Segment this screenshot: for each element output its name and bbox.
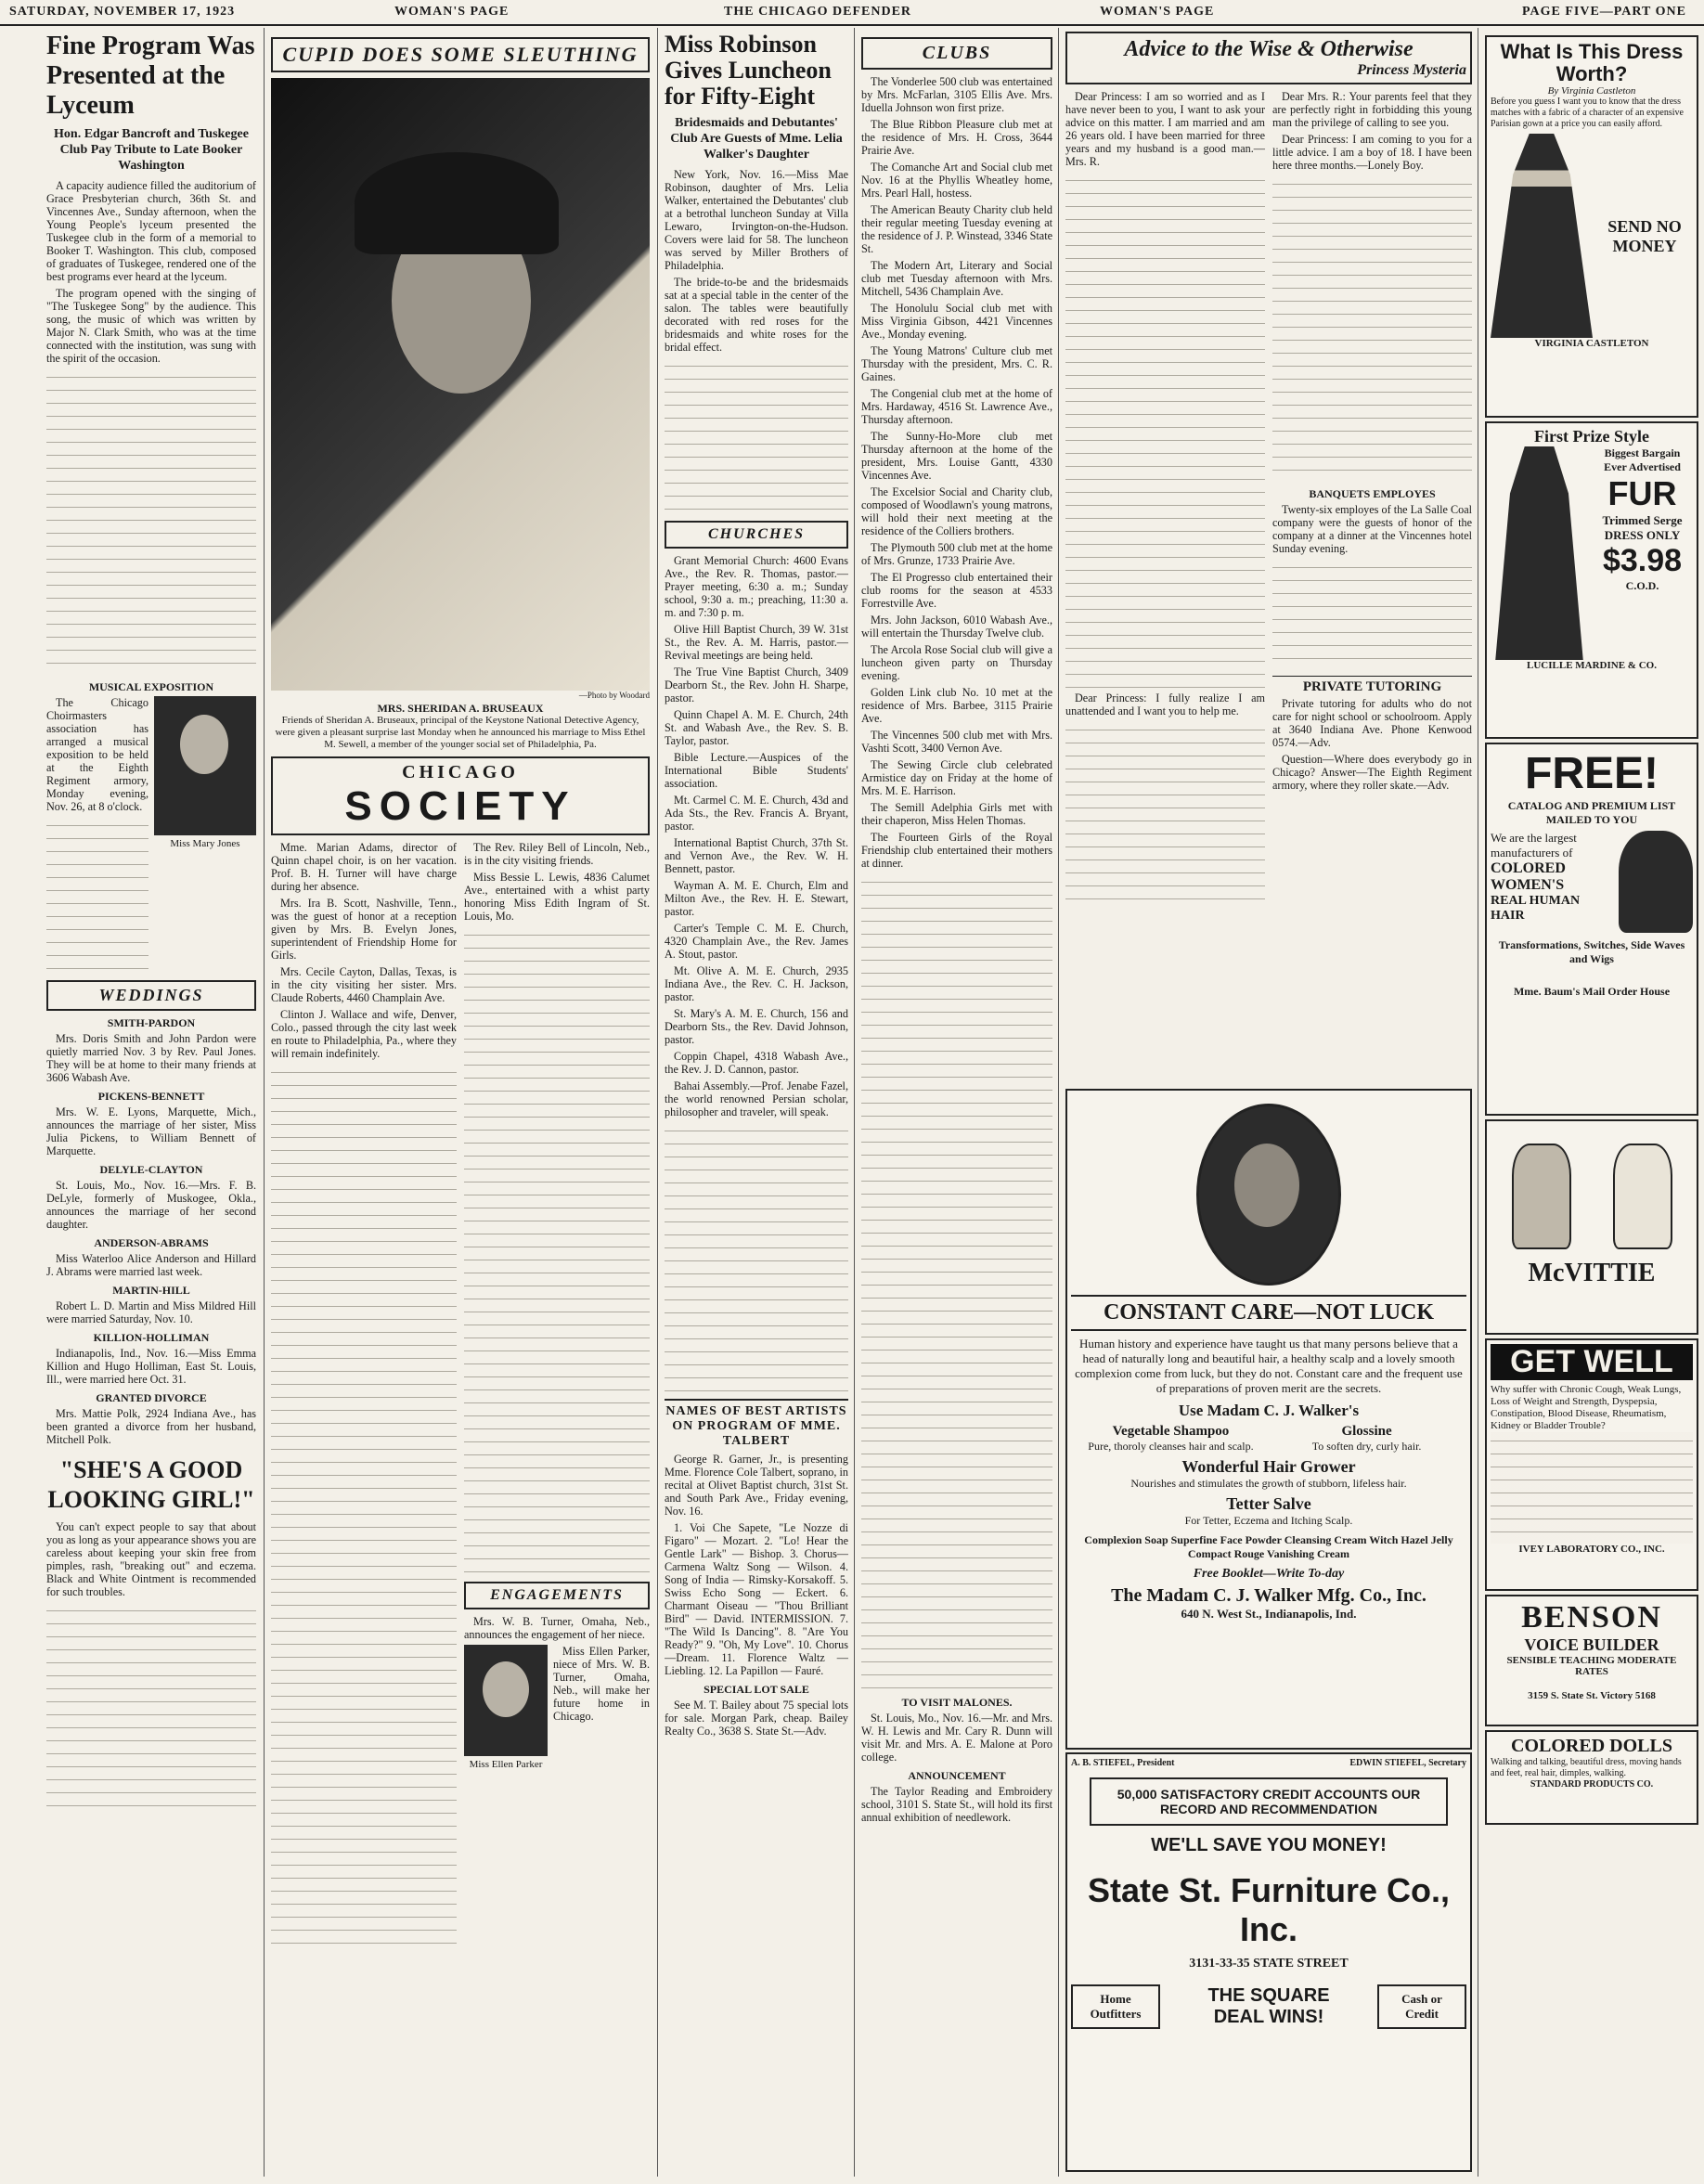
ointment-ad-text: You can't expect people to say that about you as long as your appearance shows you are careless about keeping your skin free from pimples, rash, "breaking out" and eczema. Black and White Ointment is recommended for such troubles. (46, 1520, 256, 1598)
walker-glossine-desc: To soften dry, curly hair. (1311, 1440, 1422, 1453)
tutoring-text: Private tutoring for adults who do not care for night school or schoolroom. Apply at 3640 Indiana Ave. Phone Kenwood 0574.—Adv. (1272, 697, 1472, 749)
human-hair-ad (1485, 743, 1698, 1116)
church-item: International Baptist Church, 37th St. and Vernon Ave., the Rev. W. H. Bennett, pastor. (665, 836, 848, 875)
free-colored: COLORED WOMEN'S (1491, 860, 1566, 893)
lyceum-paragraph: The program opened with the singing of "The Tuskegee Song" by the audience. This song, the music of which was written by Major N. Clark Smith, who was at the time connected with the institution, was sung with the spirit of the occasion. (46, 287, 256, 365)
get-well-ad (1485, 1338, 1698, 1591)
article-text-block (665, 1122, 848, 1391)
advice-letter: Dear Mrs. R.: Your parents feel that they are perfectly right in forbidding this young man the privilege of calling to see you. (1272, 90, 1472, 129)
robinson-paragraph: New York, Nov. 16.—Miss Mae Robinson, daughter of Mrs. Lelia Walker, entertained the Debutantes' club at a betrothal luncheon Sunday at Villa Lewaro, Irvington-on-the-Hudson. Covers were laid for 58. The luncheon was served by Miller Brothers of Philadelphia. (665, 168, 848, 272)
hair-model-illustration (1619, 831, 1693, 933)
engagement-text: Mrs. W. B. Turner, Omaha, Neb., announces the engagement of her niece. (464, 1615, 650, 1641)
mary-jones-caption: Miss Mary Jones (170, 838, 240, 849)
club-item: The Young Matrons' Culture club met Thursday with the president, Mrs. C. R. Gaines. (861, 344, 1052, 383)
first-prize-style: First Prize Style (1534, 427, 1649, 446)
state-secretary: EDWIN STIEFEL, Secretary (1349, 1758, 1466, 1768)
state-save: WE'LL SAVE YOU MONEY! (1151, 1835, 1387, 1855)
club-item: Golden Link club No. 10 met at the residence of Mrs. Barbee, 3115 Prairie Ave. (861, 686, 1052, 725)
state-company: State St. Furniture Co., Inc. (1087, 1871, 1451, 1948)
banquet-head: BANQUETS EMPLOYES (1309, 487, 1436, 500)
state-footer (1071, 1984, 1466, 2029)
society-item: Mrs. Ira B. Scott, Nashville, Tenn., was the guest of honor at a reception given by Mrs. B. Evelyn Jones, superintendent of Friendship Home for Girls. (271, 897, 457, 962)
society-item: Clinton J. Wallace and wife, Denver, Colo., passed through the city last week en route to Philadelphia, Pa., where they will remain indefinitely. (271, 1008, 457, 1060)
robinson-headline: Miss Robinson Gives Luncheon for Fifty-Eight (665, 32, 832, 110)
bruseaux-portrait (271, 78, 650, 691)
advice-letter: Dear Princess: I fully realize I am unattended and I want you to help me. (1065, 691, 1265, 717)
colored-dolls-ad (1485, 1730, 1698, 1825)
column-ads (1485, 32, 1698, 2176)
benson-ad (1485, 1595, 1698, 1726)
church-item: Carter's Temple C. M. E. Church, 4320 Champlain Ave., the Rev. James A. Stout, pastor. (665, 922, 848, 961)
wedding-text: Mrs. Mattie Polk, 2924 Indiana Ave., has been granted a divorce from her husband, Mitchell Polk. (46, 1407, 256, 1446)
church-item: Mt. Olive A. M. E. Church, 2935 Indiana Ave., the Rev. C. H. Jackson, pastor. (665, 964, 848, 1003)
article-text-block (271, 1064, 457, 1955)
club-item: The El Progresso club entertained their club rooms for the season at 4533 Forrestville Ave. (861, 571, 1052, 610)
robinson-paragraph: The bride-to-be and the bridesmaids sat at a special table in the center of the salon. The tables were beautifully decorated with red roses for the bridesmaids and white roses for the bridal effect. (665, 276, 848, 354)
masthead-paper-name: THE CHICAGO DEFENDER (724, 5, 912, 19)
wedding-text: Mrs. Doris Smith and John Pardon were quietly married Nov. 3 by Rev. Paul Jones. They will be at home to their many friends at 3606 Wabash Ave. (46, 1032, 256, 1084)
church-item: Grant Memorial Church: 4600 Evans Ave., the Rev. R. Thomas, pastor.—Prayer meeting, 6:30 a. m.; Sunday school, 9:30 a. m.; preaching, 11:30 a. m. and 7:30 p. m. (665, 554, 848, 619)
fur-word: FUR (1607, 474, 1677, 512)
fur-bargain: Biggest Bargain Ever Advertised (1604, 446, 1681, 473)
walker-company: The Madam C. J. Walker Mfg. Co., Inc. (1111, 1585, 1426, 1606)
church-item: St. Mary's A. M. E. Church, 156 and Dearborn Sts., the Rev. David Johnson, pastor. (665, 1007, 848, 1046)
free-text: We are the largest manufacturers of (1491, 831, 1577, 859)
talbert-text: George R. Garner, Jr., is presenting Mme. Florence Cole Talbert, soprano, in recital at Olivet Baptist church, 31st St. and South Park Ave., Friday evening, Nov. 16. (665, 1453, 848, 1518)
fur-dress-illustration (1491, 446, 1588, 660)
wedding-text: Miss Waterloo Alice Anderson and Hillard J. Abrams were married last week. (46, 1252, 256, 1278)
fur-serge-dress-ad (1485, 421, 1698, 739)
masthead-section-right: WOMAN'S PAGE (1100, 5, 1215, 19)
photo-credit: —Photo by Woodard (578, 691, 650, 700)
club-item: The American Beauty Charity club held their regular meeting Tuesday evening at the residence of J. P. Winstead, 3346 State St. (861, 203, 1052, 255)
walker-shampoo: Vegetable Shampoo (1112, 1424, 1230, 1439)
advice-banner (1065, 32, 1472, 84)
club-item: The Semill Adelphia Girls met with their chaperon, Miss Helen Thomas. (861, 801, 1052, 827)
free-human-hair: REAL HUMAN HAIR (1491, 894, 1581, 923)
lyceum-headline: Fine Program Was Presented at the Lyceum (46, 32, 255, 120)
state-square-deal: THE SQUARE DEAL WINS! (1207, 1985, 1330, 2027)
bruseaux-caption-text: Friends of Sheridan A. Bruseaux, principal of the Keystone National Detective Agency, were given a pleasant surprise last Monday when he announced his marriage to Miss Ethel M. Sewell, a member of the younger social set of Philadelphia, Pa. (275, 715, 646, 750)
club-item: The Sewing Circle club celebrated Armistice day on Friday at the home of Mrs. M. E. Harrison. (861, 758, 1052, 797)
lot-sale-head: SPECIAL LOT SALE (704, 1683, 809, 1696)
club-item: The Plymouth 500 club met at the home of Mrs. Grunze, 1733 Prairie Ave. (861, 541, 1052, 567)
urn-after-icon (1613, 1144, 1672, 1249)
society-banner-title: SOCIETY (344, 783, 576, 829)
article-text-block (1272, 175, 1472, 482)
wedding-head: KILLION-HOLLIMAN (93, 1331, 210, 1344)
dolls-text: Walking and talking, beautiful dress, moving hands and feet, real hair, dimples, walking. (1491, 1757, 1682, 1778)
churches-head: CHURCHES (665, 521, 848, 549)
column-advice (1065, 32, 1472, 2176)
dress-worth-text: Before you guess I want you to know that the dress matches with a fabric of a character of an expensive Parisian gown at a price you can easily afford. (1491, 97, 1684, 129)
church-item: Olive Hill Baptist Church, 39 W. 31st St., the Rev. A. M. Harris, pastor.—Revival meetings are being held. (665, 623, 848, 662)
column-society (271, 32, 650, 2176)
robinson-subhead: Bridesmaids and Debutantes' Club Are Guests of Mme. Lelia Walker's Daughter (670, 116, 843, 162)
malones-text: St. Louis, Mo., Nov. 16.—Mr. and Mrs. W. H. Lewis and Mr. Cary R. Dunn will visit Mr. and Mrs. A. E. Malone at Poro college. (861, 1712, 1052, 1764)
bruseaux-caption-name: MRS. SHERIDAN A. BRUSEAUX (377, 702, 544, 715)
club-item: The Sunny-Ho-More club met Thursday afternoon at the home of the president, Mrs. Louise Gantt, 4330 Vincennes Ave. (861, 430, 1052, 482)
wedding-text: Indianapolis, Ind., Nov. 16.—Miss Emma Killion and Hugo Holliman, East St. Louis, Ill., were married here Oct. 31. (46, 1347, 256, 1386)
walker-glossine: Glossine (1341, 1424, 1392, 1439)
castleton-dress-ad (1485, 35, 1698, 418)
lucille-company: LUCILLE MARDINE & CO. (1527, 660, 1657, 671)
castleton-name: VIRGINIA CASTLETON (1534, 338, 1649, 349)
benson-voice-builder: VOICE BUILDER (1524, 1635, 1659, 1654)
benson-rates: SENSIBLE TEACHING MODERATE RATES (1506, 1655, 1677, 1677)
state-furniture-ad (1065, 1752, 1472, 2172)
church-item: The True Vine Baptist Church, 3409 Dearborn St., the Rev. John H. Sharpe, pastor. (665, 666, 848, 704)
club-item: The Modern Art, Literary and Social club met Tuesday afternoon with Mrs. Mitchell, 5436 Champlain Ave. (861, 259, 1052, 298)
dress-worth-headline: What Is This Dress Worth? (1500, 40, 1684, 85)
masthead-page-number: PAGE FIVE—PART ONE (1522, 5, 1686, 19)
baum-company: Mme. Baum's Mail Order House (1513, 985, 1671, 998)
walker-address: 640 N. West St., Indianapolis, Ind. (1181, 1607, 1357, 1621)
wedding-head: ANDERSON-ABRAMS (94, 1236, 209, 1249)
fur-price: $3.98 (1602, 543, 1683, 578)
club-item: The Arcola Rose Social club will give a luncheon given party on Thursday evening. (861, 643, 1052, 682)
article-text-block (1065, 721, 1265, 907)
ad-text-block (1491, 1432, 1693, 1544)
chicago-society-banner (271, 756, 650, 835)
weddings-head: WEDDINGS (46, 980, 256, 1011)
walker-products-row (1080, 1424, 1457, 1454)
urn-before-icon (1512, 1144, 1571, 1249)
society-item: Mme. Marian Adams, director of Quinn chapel choir, is on her vacation. Prof. B. H. Turner will have charge during her absence. (271, 841, 457, 893)
cupid-headline: CUPID DOES SOME SLEUTHING (271, 37, 650, 72)
free-types: Transformations, Switches, Side Waves and Wigs (1498, 938, 1685, 965)
ointment-ad-headline: "SHE'S A GOOD LOOKING GIRL!" (47, 1456, 255, 1513)
church-item: Quinn Chapel A. M. E. Church, 24th St. and Wabash Ave., the Rev. S. B. Taylor, pastor. (665, 708, 848, 747)
ellen-parker-caption: Miss Ellen Parker (469, 1759, 543, 1770)
masthead-date: SATURDAY, NOVEMBER 17, 1923 (9, 5, 236, 19)
engagement-text: Miss Ellen Parker, niece of Mrs. W. B. Turner, Omaha, Neb., will make her future home in Chicago. (553, 1645, 650, 1723)
announcement-text: The Taylor Reading and Embroidery school, 3101 S. State St., will hold its first annual exhibition of needlework. (861, 1785, 1052, 1824)
church-item: Mt. Carmel C. M. E. Church, 43d and Ada Sts., the Rev. Francis A. Bryant, pastor. (665, 794, 848, 833)
walker-portrait (1196, 1104, 1341, 1286)
mary-jones-photo (154, 696, 256, 835)
state-accounts: 50,000 SATISFACTORY CREDIT ACCOUNTS OUR RECORD AND RECOMMENDATION (1090, 1777, 1448, 1826)
wedding-head: DELYLE-CLAYTON (99, 1163, 203, 1176)
benson-address: 3159 S. State St. Victory 5168 (1528, 1690, 1656, 1701)
state-home-outfitters: Home Outfitters (1071, 1984, 1160, 2029)
bruseaux-caption (271, 703, 650, 751)
advice-letter: Dear Princess: I am coming to you for a little advice. I am a boy of 18. I have been here three months.—Lonely Boy. (1272, 133, 1472, 172)
get-well-headline: GET WELL (1491, 1344, 1693, 1380)
walker-tetter: Tetter Salve (1226, 1494, 1311, 1513)
column-lyceum (46, 32, 256, 2176)
state-officers (1071, 1758, 1466, 1768)
column-rule (657, 28, 658, 2177)
walker-free-booklet: Free Booklet—Write To-day (1193, 1567, 1345, 1581)
advice-columns (1065, 90, 1472, 907)
club-item: The Honolulu Social club met with Miss Virginia Gibson, 4421 Vincennes Ave., Monday evening. (861, 302, 1052, 341)
dolls-company: STANDARD PRODUCTS CO. (1530, 1779, 1654, 1790)
state-president: A. B. STIEFEL, President (1071, 1758, 1175, 1768)
article-text-block (46, 1602, 256, 1816)
advice-banner-byline: Princess Mysteria (1357, 62, 1466, 78)
wedding-head: MARTIN-HILL (112, 1284, 190, 1297)
dolls-headline: COLORED DOLLS (1511, 1736, 1672, 1756)
column-rule (1058, 28, 1059, 2177)
mcvittie-name: McVITTIE (1528, 1259, 1656, 1287)
church-item: Wayman A. M. E. Church, Elm and Milton Ave., the Rev. H. E. Stewart, pastor. (665, 879, 848, 918)
masthead-section-left: WOMAN'S PAGE (394, 5, 510, 19)
talbert-headline: NAMES OF BEST ARTISTS ON PROGRAM OF MME. TALBERT (665, 1399, 848, 1449)
church-item: Bible Lecture.—Auspices of the International Bible Students' association. (665, 751, 848, 790)
society-item: Miss Bessie L. Lewis, 4836 Calumet Ave., entertained with a whist party honoring Miss Edith Ingram of St. Louis, Mo. (464, 871, 650, 923)
walker-ad (1065, 1089, 1472, 1750)
article-text-block (861, 873, 1052, 1690)
walker-headline: CONSTANT CARE—NOT LUCK (1071, 1295, 1466, 1331)
banquet-text: Twenty-six employes of the La Salle Coal company were the guests of honor of the company at a dinner at the Vincennes hotel Sunday evening. (1272, 503, 1472, 555)
state-address: 3131-33-35 STATE STREET (1189, 1957, 1349, 1971)
musical-exposition-head: MUSICAL EXPOSITION (88, 680, 214, 693)
walker-grower: Wonderful Hair Grower (1181, 1457, 1356, 1476)
wedding-text: Mrs. W. E. Lyons, Marquette, Mich., announces the marriage of her sister, Miss Julia Pickens, to William Bennett of Marquette. (46, 1105, 256, 1157)
wedding-head: GRANTED DIVORCE (96, 1391, 207, 1404)
article-text-block (665, 357, 848, 515)
wedding-head: SMITH-PARDON (107, 1016, 196, 1029)
musical-exposition-text: The Chicago Choirmasters association has arranged a musical exposition to be held at the Eighth Regiment armory, Monday evening, Nov. 26, at 8 o'clock. (46, 696, 148, 813)
article-text-block (46, 368, 256, 675)
free-headline: FREE! (1525, 749, 1659, 798)
church-item: Coppin Chapel, 4318 Wabash Ave., the Rev. J. D. Cannon, pastor. (665, 1050, 848, 1076)
lot-sale-text: See M. T. Bailey about 75 special lots for sale. Morgan Park, cheap. Bailey Realty Co., 3638 S. State St.—Adv. (665, 1699, 848, 1738)
article-text-block (46, 817, 148, 975)
talbert-program: 1. Voi Che Sapete, "Le Nozze di Figaro" — Mozart. 2. "Lo! Hear the Gentle Lark" — Bishop. 3. Chorus—Carmena Waltz Song — Wilson. 4. Song of India — Rimsky-Korsakoff. 5. Swiss Echo Song — Eckert. 6. Charmant Oiseau — "Thou Brilliant Bird" — David. INTERMISSION. 7. "The Wild Is Dancing". 8. "Are You Ready?" 9. "Oh, My Love". 10. Chorus—Dream. 11. Florence Waltz — Liebling. 12. La Papillon — Fauré. (665, 1521, 848, 1677)
lyceum-paragraph: A capacity audience filled the auditorium of Grace Presbyterian church, 36th St. and Vincennes Ave., Sunday afternoon, when the Young People's lyceum presented the Tuskegee club in the form of a memorial to Booker T. Washington. This club, composed of graduates of Tuskegee, rendered one of the best programs ever heard at the lyceum. (46, 179, 256, 283)
walker-text: Human history and experience have taught us that many persons believe that a head of naturally long and beautiful hair, a healthy scalp and a lovely smooth complexion come from luck, but they do not. Constant care and the frequent use of preparations of proven merit are the secrets. (1075, 1337, 1463, 1395)
walker-shampoo-desc: Pure, thoroly cleanses hair and scalp. (1088, 1440, 1254, 1453)
dress-worth-byline: By Virginia Castleton (1547, 85, 1636, 97)
musical-exposition-block (46, 696, 256, 975)
column-rule (854, 28, 855, 2177)
engagement-block (464, 1645, 650, 1777)
advice-banner-title: Advice to the Wise & Otherwise (1124, 37, 1414, 61)
article-text-block (464, 926, 650, 1576)
masthead (0, 0, 1704, 26)
mcvittie-ad (1485, 1119, 1698, 1335)
engagements-head: ENGAGEMENTS (464, 1582, 650, 1609)
club-item: The Vincennes 500 club met with Mrs. Vashti Scott, 3400 Vernon Ave. (861, 729, 1052, 755)
wedding-text: St. Louis, Mo., Nov. 16.—Mrs. F. B. DeLyle, formerly of Muskogee, Okla., announces the marriage of her second daughter. (46, 1179, 256, 1231)
dress-illustration (1491, 134, 1593, 338)
column-clubs (861, 32, 1052, 2176)
armory-question: Question—Where does everybody go in Chicago? Answer—The Eighth Regiment armory, where they roller skate.—Adv. (1272, 753, 1472, 792)
free-catalog: CATALOG AND PREMIUM LIST (1507, 799, 1676, 812)
society-item: Mrs. Cecile Cayton, Dallas, Texas, is in the city visiting her sister. Mrs. Claude Roberts, 4460 Champlain Ave. (271, 965, 457, 1004)
club-item: The Congenial club met at the home of Mrs. Hardaway, 4516 St. Lawrence Ave., Thursday afternoon. (861, 387, 1052, 426)
walker-product-line: Complexion Soap Superfine Face Powder Cleansing Cream Witch Hazel Jelly Compact Rouge Vanishing Cream (1084, 1533, 1453, 1560)
church-item: Bahai Assembly.—Prof. Jenabe Fazel, the world renowned Persian scholar, philosopher and traveler, will speak. (665, 1079, 848, 1118)
society-columns (271, 841, 650, 1955)
club-item: The Vonderlee 500 club was entertained by Mrs. McFarlan, 3105 Ellis Ave. Mrs. Iduella Johnson won first prize. (861, 75, 1052, 114)
club-item: Mrs. John Jackson, 6010 Wabash Ave., will entertain the Thursday Twelve club. (861, 614, 1052, 640)
ellen-parker-photo (464, 1645, 548, 1756)
tutoring-head: PRIVATE TUTORING (1272, 676, 1472, 695)
column-robinson (665, 32, 848, 2176)
fur-cod: C.O.D. (1625, 579, 1659, 592)
lyceum-subhead: Hon. Edgar Bancroft and Tuskegee Club Pay Tribute to Late Booker Washington (54, 127, 249, 173)
fur-subtitle: Trimmed Serge DRESS ONLY (1602, 513, 1683, 542)
advice-letter: Dear Princess: I am so worried and as I have never been to you, I want to ask your advice on this matter. I am married and am 26 years old. I have been married for three years and my husband is a good man.—Mrs. R. (1065, 90, 1265, 168)
malones-head: TO VISIT MALONES. (901, 1696, 1013, 1709)
club-item: The Excelsior Social and Charity club, composed of Woodlawn's young matrons, will hold their next meeting at the residence of the Colliers brothers. (861, 485, 1052, 537)
state-cash-credit: Cash or Credit (1377, 1984, 1466, 2029)
free-mailed: MAILED TO YOU (1545, 813, 1638, 826)
society-item: The Rev. Riley Bell of Lincoln, Neb., is in the city visiting friends. (464, 841, 650, 867)
article-text-block (1065, 172, 1265, 691)
get-well-text: Why suffer with Chronic Cough, Weak Lungs, Loss of Weight and Strength, Dyspepsia, Constipation, Blood Disease, Rheumatism, Kidney or Bladder Trouble? (1491, 1384, 1682, 1431)
walker-use: Use Madam C. J. Walker's (1178, 1402, 1360, 1419)
walker-grower-desc: Nourishes and stimulates the growth of stubborn, lifeless hair. (1130, 1477, 1407, 1490)
wedding-head: PICKENS-BENNETT (97, 1090, 205, 1103)
column-rule (264, 28, 265, 2177)
send-no-money: SEND NO MONEY (1607, 217, 1682, 255)
club-item: The Fourteen Girls of the Royal Friendship club entertained their mothers at dinner. (861, 831, 1052, 870)
club-item: The Comanche Art and Social club met Nov. 16 at the Phyllis Wheatley home, Mrs. Pearl Hall, hostess. (861, 161, 1052, 200)
walker-tetter-desc: For Tetter, Eczema and Itching Scalp. (1184, 1514, 1353, 1527)
ivey-company: IVEY LABORATORY CO., INC. (1518, 1544, 1665, 1555)
club-item: The Blue Ribbon Pleasure club met at the residence of Mrs. H. Cross, 3644 Prairie Ave. (861, 118, 1052, 157)
benson-name: BENSON (1521, 1600, 1662, 1635)
clubs-head: CLUBS (861, 37, 1052, 70)
wedding-text: Robert L. D. Martin and Miss Mildred Hill were married Saturday, Nov. 10. (46, 1299, 256, 1325)
society-banner-top: CHICAGO (402, 762, 519, 782)
article-text-block (1272, 559, 1472, 670)
announcement-head: ANNOUNCEMENT (908, 1769, 1006, 1782)
